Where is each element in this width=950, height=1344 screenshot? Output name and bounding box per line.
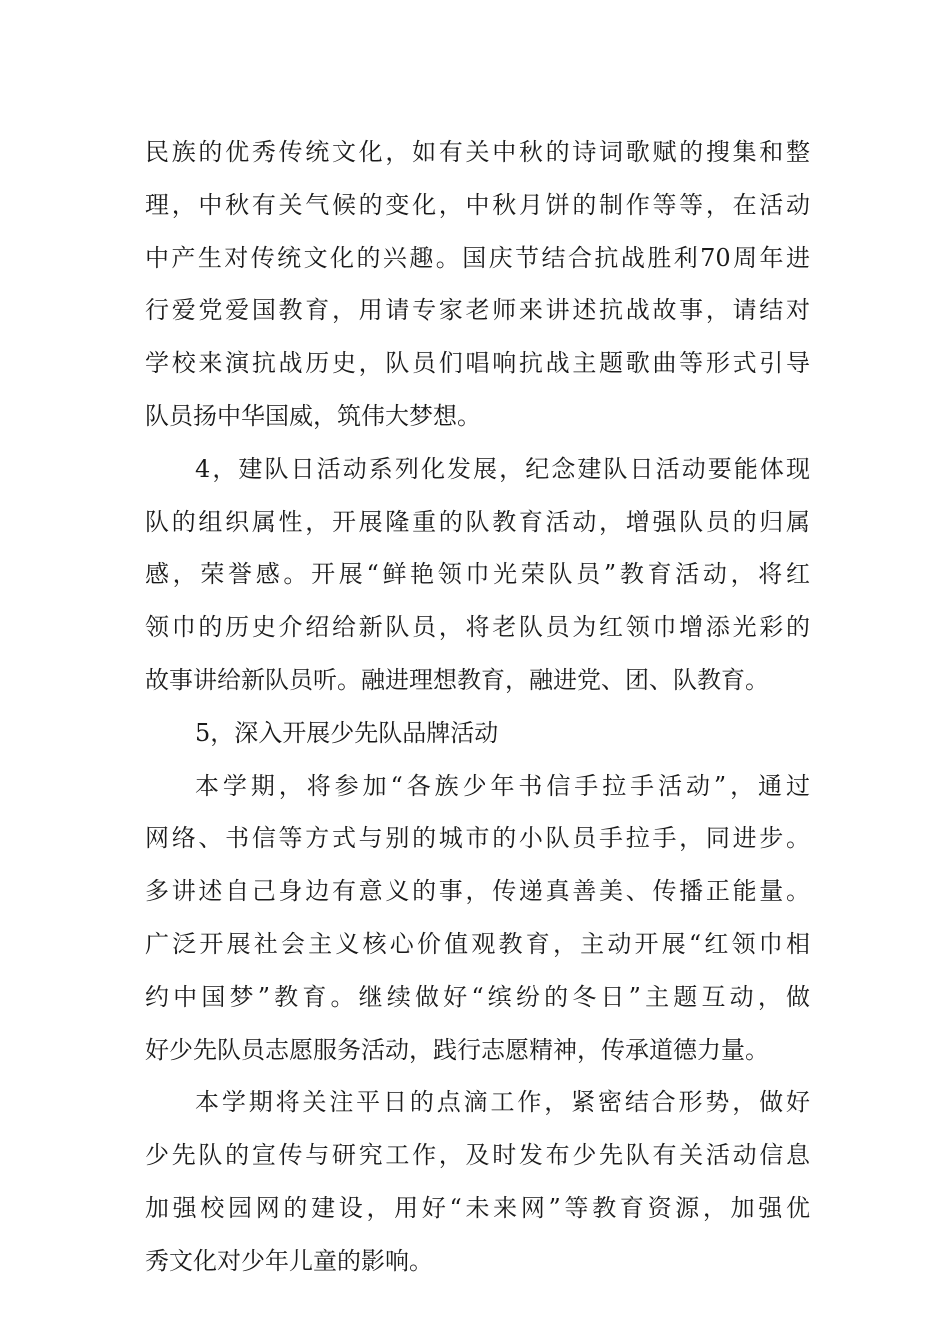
text-line: 网络、书信等方式与别的城市的小队员手拉手，同进步。 [145,824,810,853]
text-line: 本学期将关注平日的点滴工作，紧密结合形势，做好 [195,1088,810,1117]
text-line: 民族的优秀传统文化，如有关中秋的诗词歌赋的搜集和整 [145,138,810,166]
text-line: 广泛开展社会主义核心价值观教育，主动开展“红领巾相 [145,929,810,958]
text-line: 中产生对传统文化的兴趣。国庆节结合抗战胜利70周年进 [145,243,810,272]
text-line: 故事讲给新队员听。融进理想教育，融进党、团、队教育。 [145,665,769,694]
text-line: 秀文化对少年儿童的影响。 [145,1246,433,1275]
text-line: 约中国梦”教育。继续做好“缤纷的冬日”主题互动，做 [145,982,810,1011]
text-line: 5，深入开展少先队品牌活动 [195,718,499,747]
text-line: 队员扬中华国威，筑伟大梦想。 [145,401,481,430]
text-line: 学校来演抗战历史，队员们唱响抗战主题歌曲等形式引导 [145,349,810,378]
text-line: 感，荣誉感。开展“鲜艳领巾光荣队员”教育活动，将红 [145,560,810,589]
text-line: 好少先队员志愿服务活动，践行志愿精神，传承道德力量。 [145,1035,769,1064]
text-line: 理，中秋有关气候的变化，中秋月饼的制作等等，在活动 [145,190,810,219]
text-line: 本学期，将参加“各族少年书信手拉手活动”，通过 [195,771,810,800]
body-text [145,126,810,1288]
text-line: 行爱党爱国教育，用请专家老师来讲述抗战故事，请结对 [145,296,810,325]
text-line: 少先队的宣传与研究工作，及时发布少先队有关活动信息 [145,1141,810,1170]
text-line: 加强校园网的建设，用好“未来网”等教育资源，加强优 [145,1193,810,1222]
text-line: 4，建队日活动系列化发展，纪念建队日活动要能体现 [195,454,810,483]
text-line: 领巾的历史介绍给新队员，将老队员为红领巾增添光彩的 [145,613,810,642]
text-line: 多讲述自己身边有意义的事，传递真善美、传播正能量。 [145,877,810,906]
text-line: 队的组织属性，开展隆重的队教育活动，增强队员的归属 [145,507,810,536]
